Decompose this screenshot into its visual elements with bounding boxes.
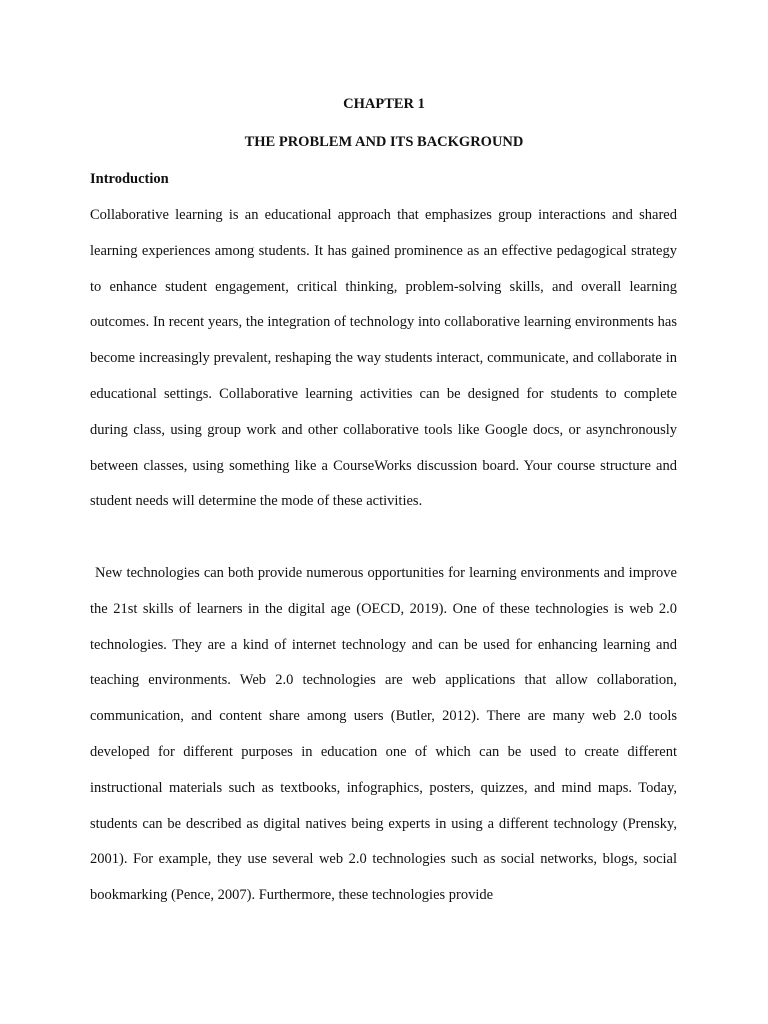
section-heading-introduction: Introduction	[90, 171, 169, 187]
chapter-heading: CHAPTER 1	[343, 96, 425, 112]
body-paragraph-2: New technologies can both provide numerous opportunities for learning environments and improve the 21st skills of learners in the digital age (OECD, 2019). One of these technologies is web 2.0 technologies. They are a kind of internet technology and can be used for enhancing learning and teaching environments. Web 2.0 technologies are web applications that allow collaboration, communication, and content share among users (Butler, 2012). There are many web 2.0 tools developed for different purposes in education one of which can be used to create different instructional materials such as textbooks, infographics, posters, quizzes, and mind maps. Today, students can be described as digital natives being experts in using a different technology (Prensky, 2001). For example, they use several web 2.0 technologies such as social networks, blogs, social bookmarking (Pence, 2007). Furthermore, these technologies provide	[90, 565, 677, 904]
body-paragraph-1: Collaborative learning is an educational approach that emphasizes group interactions and shared learning experiences among students. It has gained prominence as an effective pedagogical strategy to enhance student engagement, critical thinking, problem-solving skills, and overall learning outcomes. In recent years, the integration of technology into collaborative learning environments has become increasingly prevalent, reshaping the way students interact, communicate, and collaborate in educational settings. Collaborative learning activities can be designed for students to complete during class, using group work and other collaborative tools like Google docs, or asynchronously between classes, using something like a CourseWorks discussion board. Your course structure and student needs will determine the mode of these activities.	[90, 207, 677, 510]
chapter-title: THE PROBLEM AND ITS BACKGROUND	[244, 134, 524, 150]
